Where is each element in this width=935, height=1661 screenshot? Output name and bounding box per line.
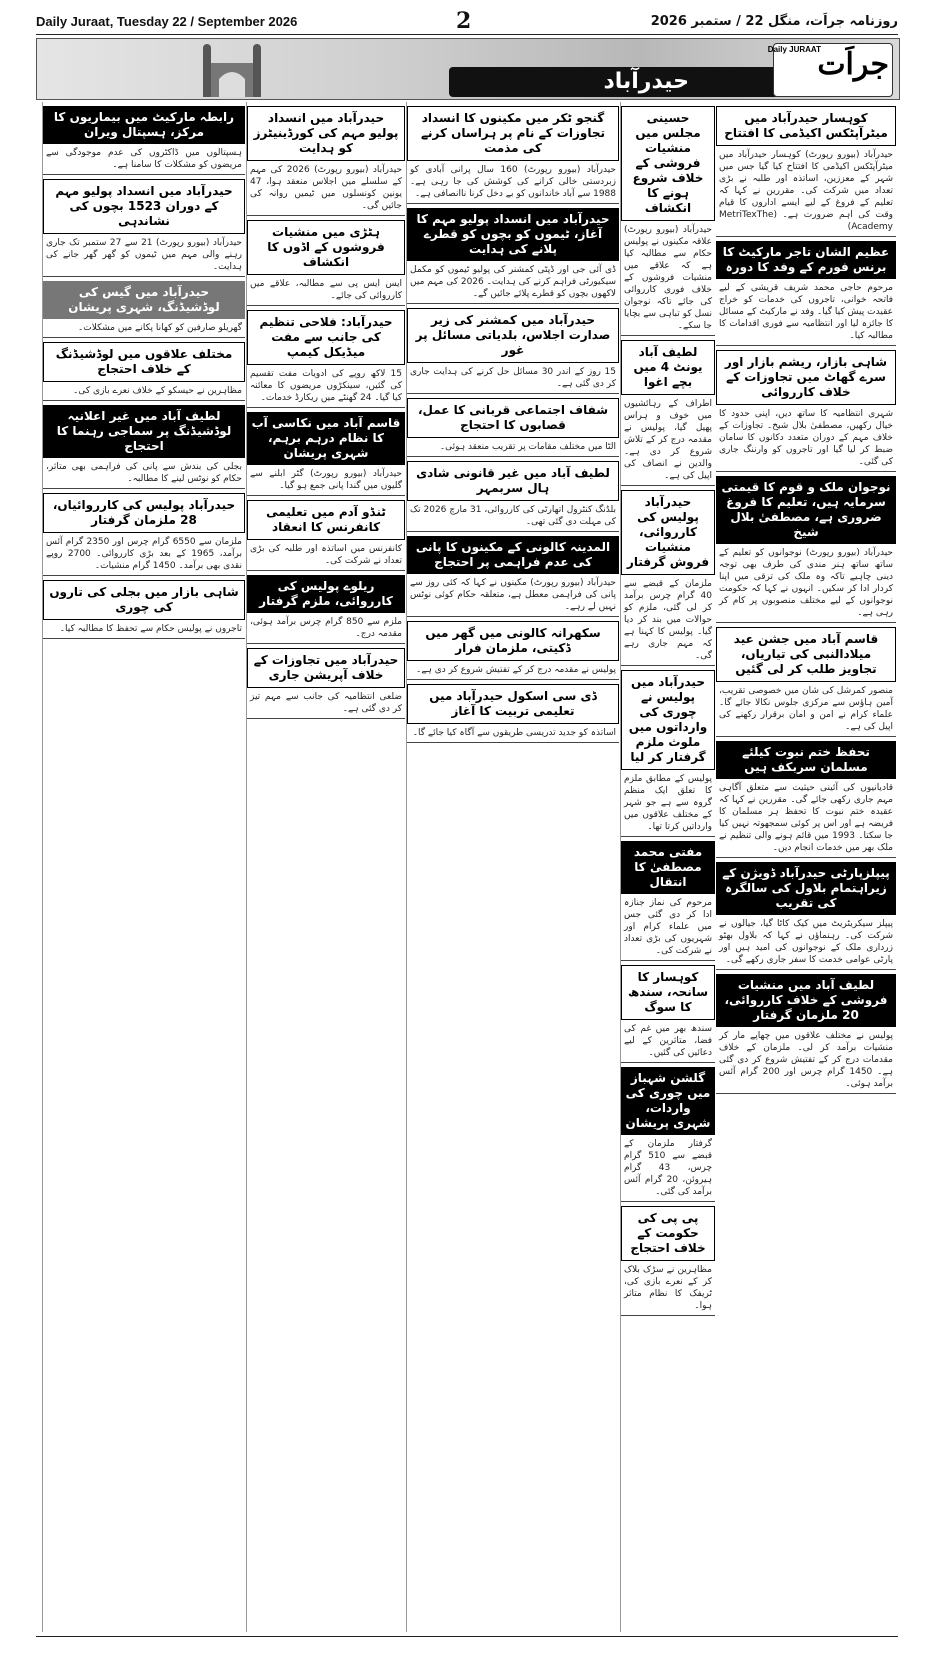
story-divider xyxy=(621,1062,715,1063)
story-divider xyxy=(43,337,245,338)
story-headline: قاسم آباد میں نکاسی آب کا نظام درہم برہم، شہری پریشان xyxy=(247,412,405,465)
story-headline: لطیف آباد میں غیر قانونی شادی ہال سربمہر xyxy=(407,461,619,501)
story-headline: پیپلزپارٹی حیدرآباد ڈویژن کے زیراہتمام بلاول کی سالگرہ کی تقریب xyxy=(716,862,896,915)
story-headline: پی پی کی حکومت کے خلاف احتجاج xyxy=(621,1206,715,1261)
story-headline: عظیم الشان تاجر مارکیٹ کا برنس فورم کے وفد کا دورہ xyxy=(716,241,896,279)
story-body: پولیس نے مختلف علاقوں میں چھاپے مار کر منشیات برآمد کر لی۔ ملزمان کے خلاف مقدمات درج کر کے تفتیش شروع کر دی گئی ہے۔ 1450 گرام چرس اور 200 گرام آئس برآمد ہوئی۔ xyxy=(719,1031,893,1089)
story-body: حیدرآباد (بیورو رپورٹ) کوہسار حیدرآباد میں میٹرآپٹکس اکیڈمی کا افتتاح کیا گیا جس میں شہر کے معززین، اساتذہ اور طلبہ نے بڑی تعداد میں شرکت کی۔ مقررین نے کہا کہ تعلیم کے فروغ کے لیے ایسے اداروں کا قیام وقت کی اہم ضرورت ہے۔ MetriTexThe) Academy) xyxy=(719,150,893,232)
story-headline: ٹنڈو آدم میں تعلیمی کانفرنس کا انعقاد xyxy=(247,500,405,540)
story-divider xyxy=(43,575,245,576)
page-header xyxy=(36,8,898,35)
header-urdu-date: روزنامہ جراَت، منگل 22 / ستمبر 2026 xyxy=(650,14,898,29)
story-headline: لطیف آباد یونٹ 4 میں بچے اغوا xyxy=(621,340,715,395)
story-headline: شفاف اجتماعی قربانی کا عمل، قصابوں کا احتجاج xyxy=(407,398,619,438)
story-body: گرفتار ملزمان کے قبضے سے 510 گرام چرس، 43 گرام ہیروئن، 20 گرام آئس برآمد کی گئی۔ xyxy=(624,1139,713,1197)
story-body: 15 روز کے اندر 30 مسائل حل کرنے کی ہدایت جاری کر دی گئی ہے۔ xyxy=(410,367,616,389)
story-divider xyxy=(716,1093,896,1094)
story-headline: تحفظ ختم نبوت کیلئے مسلمان سربکف ہیں xyxy=(716,741,896,779)
story-headline: شاہی بازار، ریشم بازار اور سرے گھاٹ میں تجاوزات کے خلاف کارروائی xyxy=(716,350,896,405)
news-column xyxy=(620,102,715,1632)
story-body: اساتذہ کو جدید تدریسی طریقوں سے آگاہ کیا جائے گا۔ xyxy=(412,728,616,738)
story-divider xyxy=(621,836,715,837)
story-headline: قاسم آباد میں جشن عید میلادالنبی کی تیاریاں، تجاویز طلب کر لی گئیں xyxy=(716,627,896,682)
header-english-date: Daily Juraat, Tuesday 22 / September 2026 xyxy=(36,14,298,29)
story-headline: حیدرآباد پولیس کی کارروائی، منشیات فروش گرفتار xyxy=(621,490,715,575)
logo-english: Daily JURAAT xyxy=(767,45,821,54)
story-divider xyxy=(247,718,405,719)
story-headline: ہٹڑی میں منشیات فروشوں کے اڈوں کا انکشاف xyxy=(247,220,405,275)
story-body: ملزم سے 850 گرام چرس برآمد ہوئی، مقدمہ درج۔ xyxy=(250,617,402,639)
story-body: اطراف کے رہائشیوں میں خوف و ہراس پھیل گیا، پولیس نے مقدمہ درج کر کے تلاش شروع کر دی ہے۔ والدین نے انصاف کی اپیل کی ہے۔ xyxy=(624,399,712,481)
story-body: تاجروں نے پولیس حکام سے تحفظ کا مطالبہ کیا۔ xyxy=(59,624,242,634)
story-divider xyxy=(247,215,405,216)
story-body: حیدرآباد (بیورو رپورٹ) 160 سال پرانی آبادی کو زبردستی خالی کرانے کی کوشش کی جا رہی ہے۔ 1988 سے آباد خاندانوں کو بے دخل کرنا ناانصافی ہے۔ xyxy=(410,165,617,199)
story-headline: لطیف آباد میں غیر اعلانیہ لوڈشیڈنگ پر سماجی رہنما کا احتجاج xyxy=(43,405,245,458)
story-divider xyxy=(716,857,896,858)
story-headline: نوجوان ملک و قوم کا قیمتی سرمایہ ہیں، تعلیم کا فروغ ضروری ہے، مصطفیٰ بلال شیخ xyxy=(716,476,896,544)
story-headline: حیدرآباد میں تجاوزات کے خلاف آپریشن جاری xyxy=(247,648,405,688)
story-divider xyxy=(407,203,619,204)
story-divider xyxy=(716,236,896,237)
story-divider xyxy=(407,531,619,532)
news-column xyxy=(716,102,896,1632)
news-column xyxy=(246,102,405,1632)
story-body: حیدرآباد (بیورو رپورٹ) نوجوانوں کو تعلیم کے ساتھ ساتھ ہنر مندی کی طرف بھی توجہ دینی چاہیے تاکہ وہ ملک کی ترقی میں اپنا کردار ادا کر سکیں۔ انہوں نے کہا کہ حکومت نوجوانوں کے لیے مختلف منصوبوں پر کام کر رہی ہے۔ xyxy=(719,548,893,618)
story-headline: حیدرآباد میں گیس کی لوڈشیڈنگ، شہری پریشان xyxy=(43,281,245,319)
story-headline: شاہی بازار میں بجلی کی تاروں کی چوری xyxy=(43,580,245,620)
story-body: ہسپتالوں میں ڈاکٹروں کی عدم موجودگی سے مریضوں کو مشکلات کا سامنا ہے۔ xyxy=(46,148,242,170)
story-headline: لطیف آباد میں منشیات فروشی کے خلاف کارروائی، 20 ملزمان گرفتار xyxy=(716,974,896,1027)
story-body: مرحوم کی نماز جنازہ ادا کر دی گئی جس میں علماء کرام اور شہریوں کی بڑی تعداد نے شرکت کی۔ xyxy=(624,898,712,956)
story-divider xyxy=(621,335,715,336)
page-footer-rule xyxy=(36,1636,898,1637)
story-divider xyxy=(621,1201,715,1202)
story-headline: حیدرآباد: فلاحی تنظیم کی جانب سے مفت میڈیکل کیمپ xyxy=(247,310,405,365)
story-headline: حیدرآباد میں کمشنر کی زیر صدارت اجلاس، بلدیاتی مسائل پر غور xyxy=(407,308,619,363)
story-divider xyxy=(247,643,405,644)
story-headline: گلشن شہباز میں چوری کی واردات، شہری پریشان xyxy=(621,1067,715,1135)
story-headline: حیدرآباد میں انسداد پولیو مہم کا آغاز، ٹیموں کو بچوں کو قطرے پلانے کی ہدایت xyxy=(407,208,619,261)
story-headline: ریلوے پولیس کی کارروائی، ملزم گرفتار xyxy=(247,575,405,613)
story-body: حیدرآباد (بیورو رپورٹ) علاقہ مکینوں نے پولیس حکام سے مطالبہ کیا ہے کہ علاقے میں منشیات فروشوں کے خلاف فوری کارروائی کی جائے تاکہ نوجوان نسل کو تباہی سے بچایا جا سکے۔ xyxy=(624,225,712,331)
story-body: ملزمان سے 6550 گرام چرس اور 2350 گرام آئس برآمد، 1965 کے بعد بڑی کارروائی۔ 2700 روپے نقدی بھی برآمد۔ 1450 گرام منشیات۔ xyxy=(46,537,242,571)
story-body: پیپلز سیکریٹریٹ میں کیک کاٹا گیا، جیالوں نے شرکت کی۔ رہنماؤں نے کہا کہ بلاول بھٹو زرداری ملک کے نوجوانوں کی امید ہیں اور پارٹی عوامی خدمت کا سفر جاری رکھے گی۔ xyxy=(719,919,893,965)
city-title: حیدرآباد xyxy=(603,69,689,94)
story-body: ایس ایس پی سے مطالبہ، علاقے میں کارروائی کی جائے۔ xyxy=(250,279,402,301)
story-body: ڈی آئی جی اور ڈپٹی کمشنر کی پولیو ٹیموں کو مکمل سیکیورٹی فراہم کرنے کی ہدایت۔ 2026 کی مہم میں لاکھوں بچوں کو قطرے پلائے جائیں گے۔ xyxy=(410,265,616,299)
logo-text: جراَت xyxy=(817,47,889,82)
story-headline: مختلف علاقوں میں لوڈشیڈنگ کے خلاف احتجاج xyxy=(43,342,245,382)
story-divider xyxy=(247,407,405,408)
story-body: گھریلو صارفین کو کھانا پکانے میں مشکلات۔ xyxy=(78,323,242,333)
story-body: منصور کمرشل کی شان میں خصوصی تقریب، آمین ہاؤس سے مرکزی جلوس نکالا جائے گا۔ علماء کرام نے امن و امان برقرار رکھنے کی اپیل کی ہے۔ xyxy=(719,686,893,732)
story-divider xyxy=(43,488,245,489)
story-body: شہری انتظامیہ کا ساتھ دیں، اپنی حدود کا خیال رکھیں، مصطفیٰ بلال شیخ۔ تجاوزات کے خلاف مہم کے دوران متعدد دکانوں کا سامان ضبط کر لیا گیا اور تاجروں کو وارننگ جاری کی گئی۔ xyxy=(719,409,893,467)
story-headline: حسینی مجلس میں منشیات فروشی کے خلاف شروع ہونے کا انکشاف xyxy=(621,106,715,221)
story-divider xyxy=(716,345,896,346)
story-body: 15 لاکھ روپے کی ادویات مفت تقسیم کی گئیں، سینکڑوں مریضوں کا معائنہ کیا گیا۔ 24 گھنٹے میں ریکارڈ خدمات۔ xyxy=(250,369,402,403)
story-body: حیدرآباد (بیورو رپورٹ) گٹر ابلنے سے گلیوں میں گندا پانی جمع ہو گیا۔ xyxy=(250,469,402,491)
news-column xyxy=(406,102,619,1632)
charminar-icon xyxy=(197,43,267,97)
story-body: حیدرآباد (بیورو رپورٹ) مکینوں نے کہا کہ کئی روز سے پانی کی فراہمی معطل ہے، متعلقہ حکام کوئی نوٹس نہیں لے رہے۔ xyxy=(410,578,616,612)
story-divider xyxy=(407,742,619,743)
story-headline: رابطہ مارکیٹ میں بیماریوں کا مرکز، ہسپتال ویران xyxy=(43,106,245,144)
story-divider xyxy=(621,960,715,961)
story-body: قادیانیوں کی آئینی حیثیت سے متعلق آگاہی مہم جاری رکھی جائے گی۔ مقررین نے کہا کہ عقیدہ ختم نبوت کا تحفظ ہر مسلمان کا فریضہ ہے اور اس پر کوئی سمجھوتہ نہیں کیا جا سکتا۔ 1993 میں قائم ہونے والی تنظیم نے ملک بھر میں خدمات انجام دیں۔ xyxy=(719,783,893,853)
story-divider xyxy=(43,276,245,277)
story-divider xyxy=(43,400,245,401)
story-divider xyxy=(407,456,619,457)
story-divider xyxy=(247,495,405,496)
story-headline: کوہسار حیدرآباد میں میٹرآپٹکس اکیڈمی کا افتتاح xyxy=(716,106,896,146)
story-divider xyxy=(716,969,896,970)
story-body: پولیس کے مطابق ملزم کا تعلق ایک منظم گروہ سے ہے جو شہر کے مختلف علاقوں میں وارداتیں کرتا تھا۔ xyxy=(624,774,712,832)
story-headline: المدینہ کالونی کے مکینوں کا پانی کی عدم فراہمی پر احتجاج xyxy=(407,536,619,574)
story-divider xyxy=(43,174,245,175)
news-columns xyxy=(36,102,898,1632)
story-divider xyxy=(716,471,896,472)
story-headline: گنجو ٹکر میں مکینوں کا انسداد تجاوزات کے نام پر ہراساں کرنے کی مذمت xyxy=(407,106,619,161)
story-body: حیدرآباد (بیورو رپورٹ) 2026 کی مہم کے سلسلے میں اجلاس منعقد ہوا، 47 یونین کونسلوں میں ٹیمیں روانہ کی جائیں گی۔ xyxy=(250,165,403,211)
story-divider xyxy=(621,665,715,666)
story-divider xyxy=(247,570,405,571)
story-headline: کوہسار کا سانحہ، سندھ کا سوگ xyxy=(621,965,715,1020)
story-headline: حیدرآباد میں انسداد پولیو مہم کی کورڈینیٹرز کو ہدایت xyxy=(247,106,405,161)
story-headline: سکھرانہ کالونی میں گھر میں ڈکیتی، ملزمان فرار xyxy=(407,621,619,661)
story-body: حیدرآباد (بیورو رپورٹ) 21 سے 27 ستمبر تک جاری رہنے والی مہم میں ٹیموں کو گھر گھر جانے کی ہدایت۔ xyxy=(46,238,242,272)
page-number: 2 xyxy=(456,8,472,34)
story-headline: حیدرآباد میں پولیس نے چوری کی وارداتوں میں ملوث ملزم گرفتار کر لیا xyxy=(621,670,715,770)
story-body: ضلعی انتظامیہ کی جانب سے مہم تیز کر دی گئی ہے۔ xyxy=(250,692,402,714)
story-body: بلڈنگ کنٹرول اتھارٹی کی کارروائی، 31 مارچ 2026 تک کی مہلت دی گئی تھی۔ xyxy=(410,505,616,527)
story-body: مرحوم حاجی محمد شریف قریشی کے لیے فاتحہ خوانی، تاجروں کی خدمات کو خراج عقیدت پیش کیا گیا۔ وفد نے مارکیٹ کے مسائل کا جائزہ لیا اور انتظامیہ سے فوری اقدامات کا مطالبہ کیا۔ xyxy=(719,283,893,341)
story-divider xyxy=(407,679,619,680)
story-body: سندھ بھر میں غم کی فضا، متاثرین کے لیے دعائیں کی گئیں۔ xyxy=(624,1024,712,1058)
masthead xyxy=(36,38,900,100)
story-headline: مفتی محمد مصطفیٰ کا انتقال xyxy=(621,841,715,894)
story-divider xyxy=(716,622,896,623)
story-headline: حیدرآباد میں انسداد پولیو مہم کے دوران 1523 بچوں کی نشاندہی xyxy=(43,179,245,234)
news-column xyxy=(42,102,245,1632)
story-divider xyxy=(407,393,619,394)
story-divider xyxy=(407,303,619,304)
story-divider xyxy=(247,305,405,306)
story-divider xyxy=(621,485,715,486)
story-body: کانفرنس میں اساتذہ اور طلبہ کی بڑی تعداد نے شرکت کی۔ xyxy=(250,544,402,566)
story-body: ملزمان کے قبضے سے 40 گرام چرس برآمد کر لی گئی، ملزم کو حوالات میں بند کر دیا گیا۔ پولیس کا کہنا ہے کہ مہم جاری رہے گی۔ xyxy=(624,579,712,661)
story-divider xyxy=(407,616,619,617)
story-body: الٹا میں مختلف مقامات پر تقریب منعقد ہوئی۔ xyxy=(439,442,616,452)
story-divider xyxy=(621,1315,715,1316)
story-body: پولیس نے مقدمہ درج کر کے تفتیش شروع کر دی ہے۔ xyxy=(416,665,616,675)
story-divider xyxy=(43,638,245,639)
story-headline: ڈی سی اسکول حیدرآباد میں تعلیمی تربیت کا آغاز xyxy=(407,684,619,724)
story-headline: حیدرآباد پولیس کی کارروائیاں، 28 ملزمان گرفتار xyxy=(43,493,245,533)
story-body: مظاہرین نے سڑک بلاک کر کے نعرے بازی کی، ٹریفک کا نظام متاثر ہوا۔ xyxy=(624,1265,712,1311)
story-body: مظاہرین نے حیسکو کے خلاف نعرے بازی کی۔ xyxy=(73,386,242,396)
story-divider xyxy=(716,736,896,737)
story-body: بجلی کی بندش سے پانی کی فراہمی بھی متاثر، حکام کو نوٹس لینے کا مطالبہ۔ xyxy=(46,462,242,484)
